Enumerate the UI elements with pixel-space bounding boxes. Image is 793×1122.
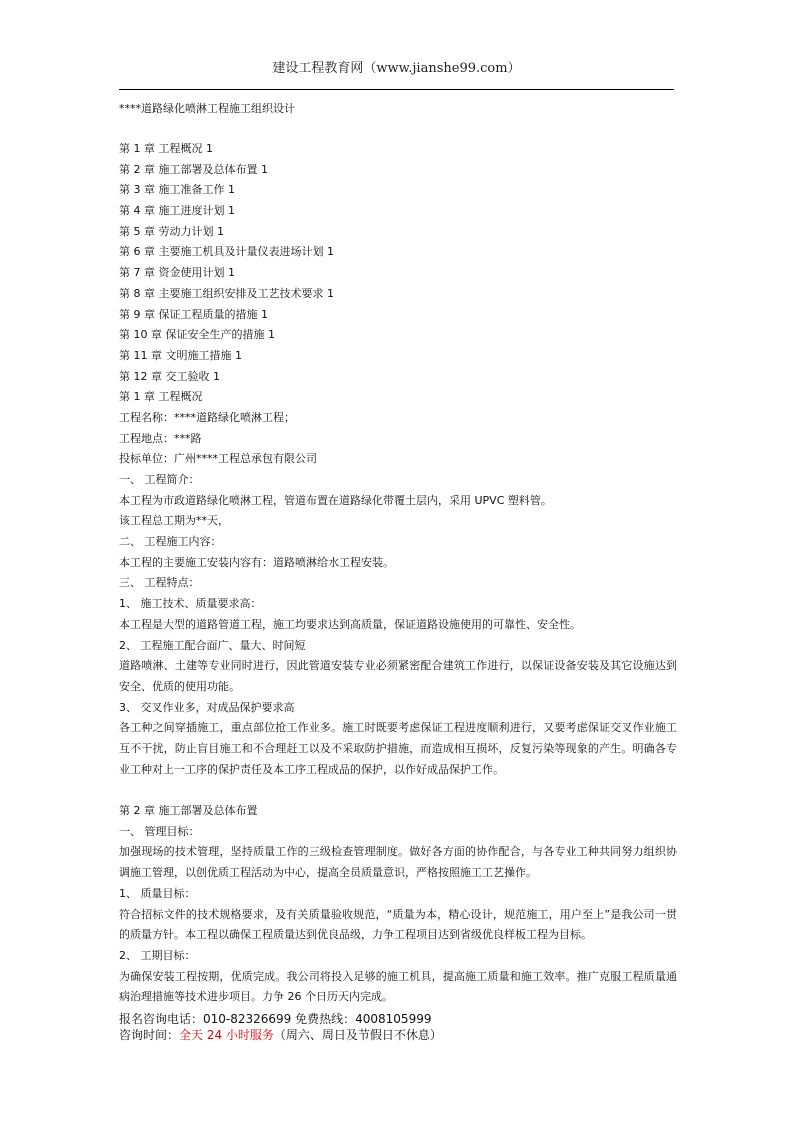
paragraph: 本工程为市政道路绿化喷淋工程，管道布置在道路绿化带覆土层内，采用 UPVC 塑料管。 (119, 493, 552, 507)
chapter-1-section (119, 387, 677, 780)
table-of-contents (119, 139, 677, 387)
list-item-heading: 2、 工程施工配合面广、量大、时间短 (119, 638, 306, 652)
toc-item: 第 1 章 工程概况 1 (119, 142, 213, 155)
section-heading: 一、 管理目标： (119, 824, 200, 838)
paragraph: 本工程的主要施工安装内容有：道路喷淋给水工程安装。 (119, 555, 394, 569)
toc-item: 第 8 章 主要施工组织安排及工艺技术要求 1 (119, 286, 334, 300)
paragraph: 为确保安装工程按期，优质完成。我公司将投入足够的施工机具，提高施工质量和施工效率。推广克服工程质量通病治理措施等技术进步项目。力争 26 个日历天内完成。 (119, 969, 677, 1004)
chapter-2-section (119, 801, 677, 1008)
header-divider (119, 89, 674, 90)
list-item-heading: 1、 施工技术、质量要求高： (119, 597, 262, 611)
page-footer (119, 1011, 442, 1043)
paragraph: 符合招标文件的技术规格要求，及有关质量验收规范，“质量为本，精心设计，规范施工，用户至上”是我公司一贯的质量方针。本工程以确保工程质量达到优良品级，力争工程项目达到省级优良样板工程为目标。 (119, 907, 677, 942)
toc-item: 第 9 章 保证工程质量的措施 1 (119, 307, 268, 321)
chapter-heading: 第 2 章 施工部署及总体布置 (119, 804, 258, 818)
toc-item: 第 2 章 施工部署及总体布置 1 (119, 162, 268, 176)
chapter-heading: 第 1 章 工程概况 (119, 390, 203, 404)
toc-item: 第 11 章 文明施工措施 1 (119, 348, 242, 362)
document-body (119, 139, 677, 1008)
section-heading: 一、 工程简介： (119, 473, 200, 486)
project-location: 工程地点：***路 (119, 431, 202, 445)
spacer (119, 780, 677, 801)
list-item-heading: 2、 工期目标： (119, 948, 196, 962)
project-name: 工程名称：****道路绿化喷淋工程； (119, 410, 295, 424)
section-heading: 三、 工程特点： (119, 576, 200, 590)
paragraph: 本工程是大型的道路管道工程，施工均要求达到高质量，保证道路设施使用的可靠性、安全性。 (119, 617, 581, 631)
contact-phone: 报名咨询电话：010-82326699 免费热线：4008105999 (119, 1012, 432, 1026)
service-highlight: 全天 24 小时服务 (179, 1028, 274, 1042)
site-header: 建设工程教育网（www.jianshe99.com） (272, 61, 521, 76)
document-title: ****道路绿化喷淋工程施工组织设计 (119, 102, 295, 115)
list-item-heading: 3、 交叉作业多，对成品保护要求高 (119, 700, 295, 714)
toc-item: 第 4 章 施工进度计划 1 (119, 204, 235, 218)
toc-item: 第 3 章 施工准备工作 1 (119, 183, 235, 197)
toc-item: 第 12 章 交工验收 1 (119, 369, 220, 383)
bidder: 投标单位：广州****工程总承包有限公司 (119, 452, 317, 466)
toc-item: 第 6 章 主要施工机具及计量仪表进场计划 1 (119, 245, 334, 259)
paragraph: 道路喷淋、土建等专业同时进行，因此管道安装专业必须紧密配合建筑工作进行，以保证设备安装及其它设施达到安全、优质的使用功能。 (119, 659, 677, 693)
toc-item: 第 10 章 保证安全生产的措施 1 (119, 328, 275, 342)
paragraph: 加强现场的技术管理，坚持质量工作的三级检查管理制度。做好各方面的协作配合，与各专业工种共同努力组织协调施工管理，以创优质工程活动为中心，提高全员质量意识，严格按照施工工艺操作。 (119, 845, 677, 880)
consult-hours (119, 1027, 442, 1043)
list-item-heading: 1、 质量目标： (119, 886, 196, 900)
paragraph: 该工程总工期为**天， (119, 514, 229, 528)
toc-item: 第 5 章 劳动力计划 1 (119, 224, 224, 238)
consult-hours-note: （周六、周日及节假日不休息） (273, 1028, 442, 1042)
section-heading: 二、 工程施工内容： (119, 535, 222, 549)
toc-item: 第 7 章 资金使用计划 1 (119, 266, 235, 280)
paragraph: 各工种之间穿插施工，重点部位抢工作业多。施工时既要考虑保证工程进度顺利进行，又要考虑保证交叉作业施工互不干扰，防止盲目施工和不合理赶工以及不采取防护措施，而造成相互损坏，反复污染等现象的产生。明确各专业工种对上一工序的保护责任及本工序工程成品的保护，以作好成品保护工作。 (119, 721, 677, 776)
consult-hours-label: 咨询时间： (119, 1028, 180, 1042)
